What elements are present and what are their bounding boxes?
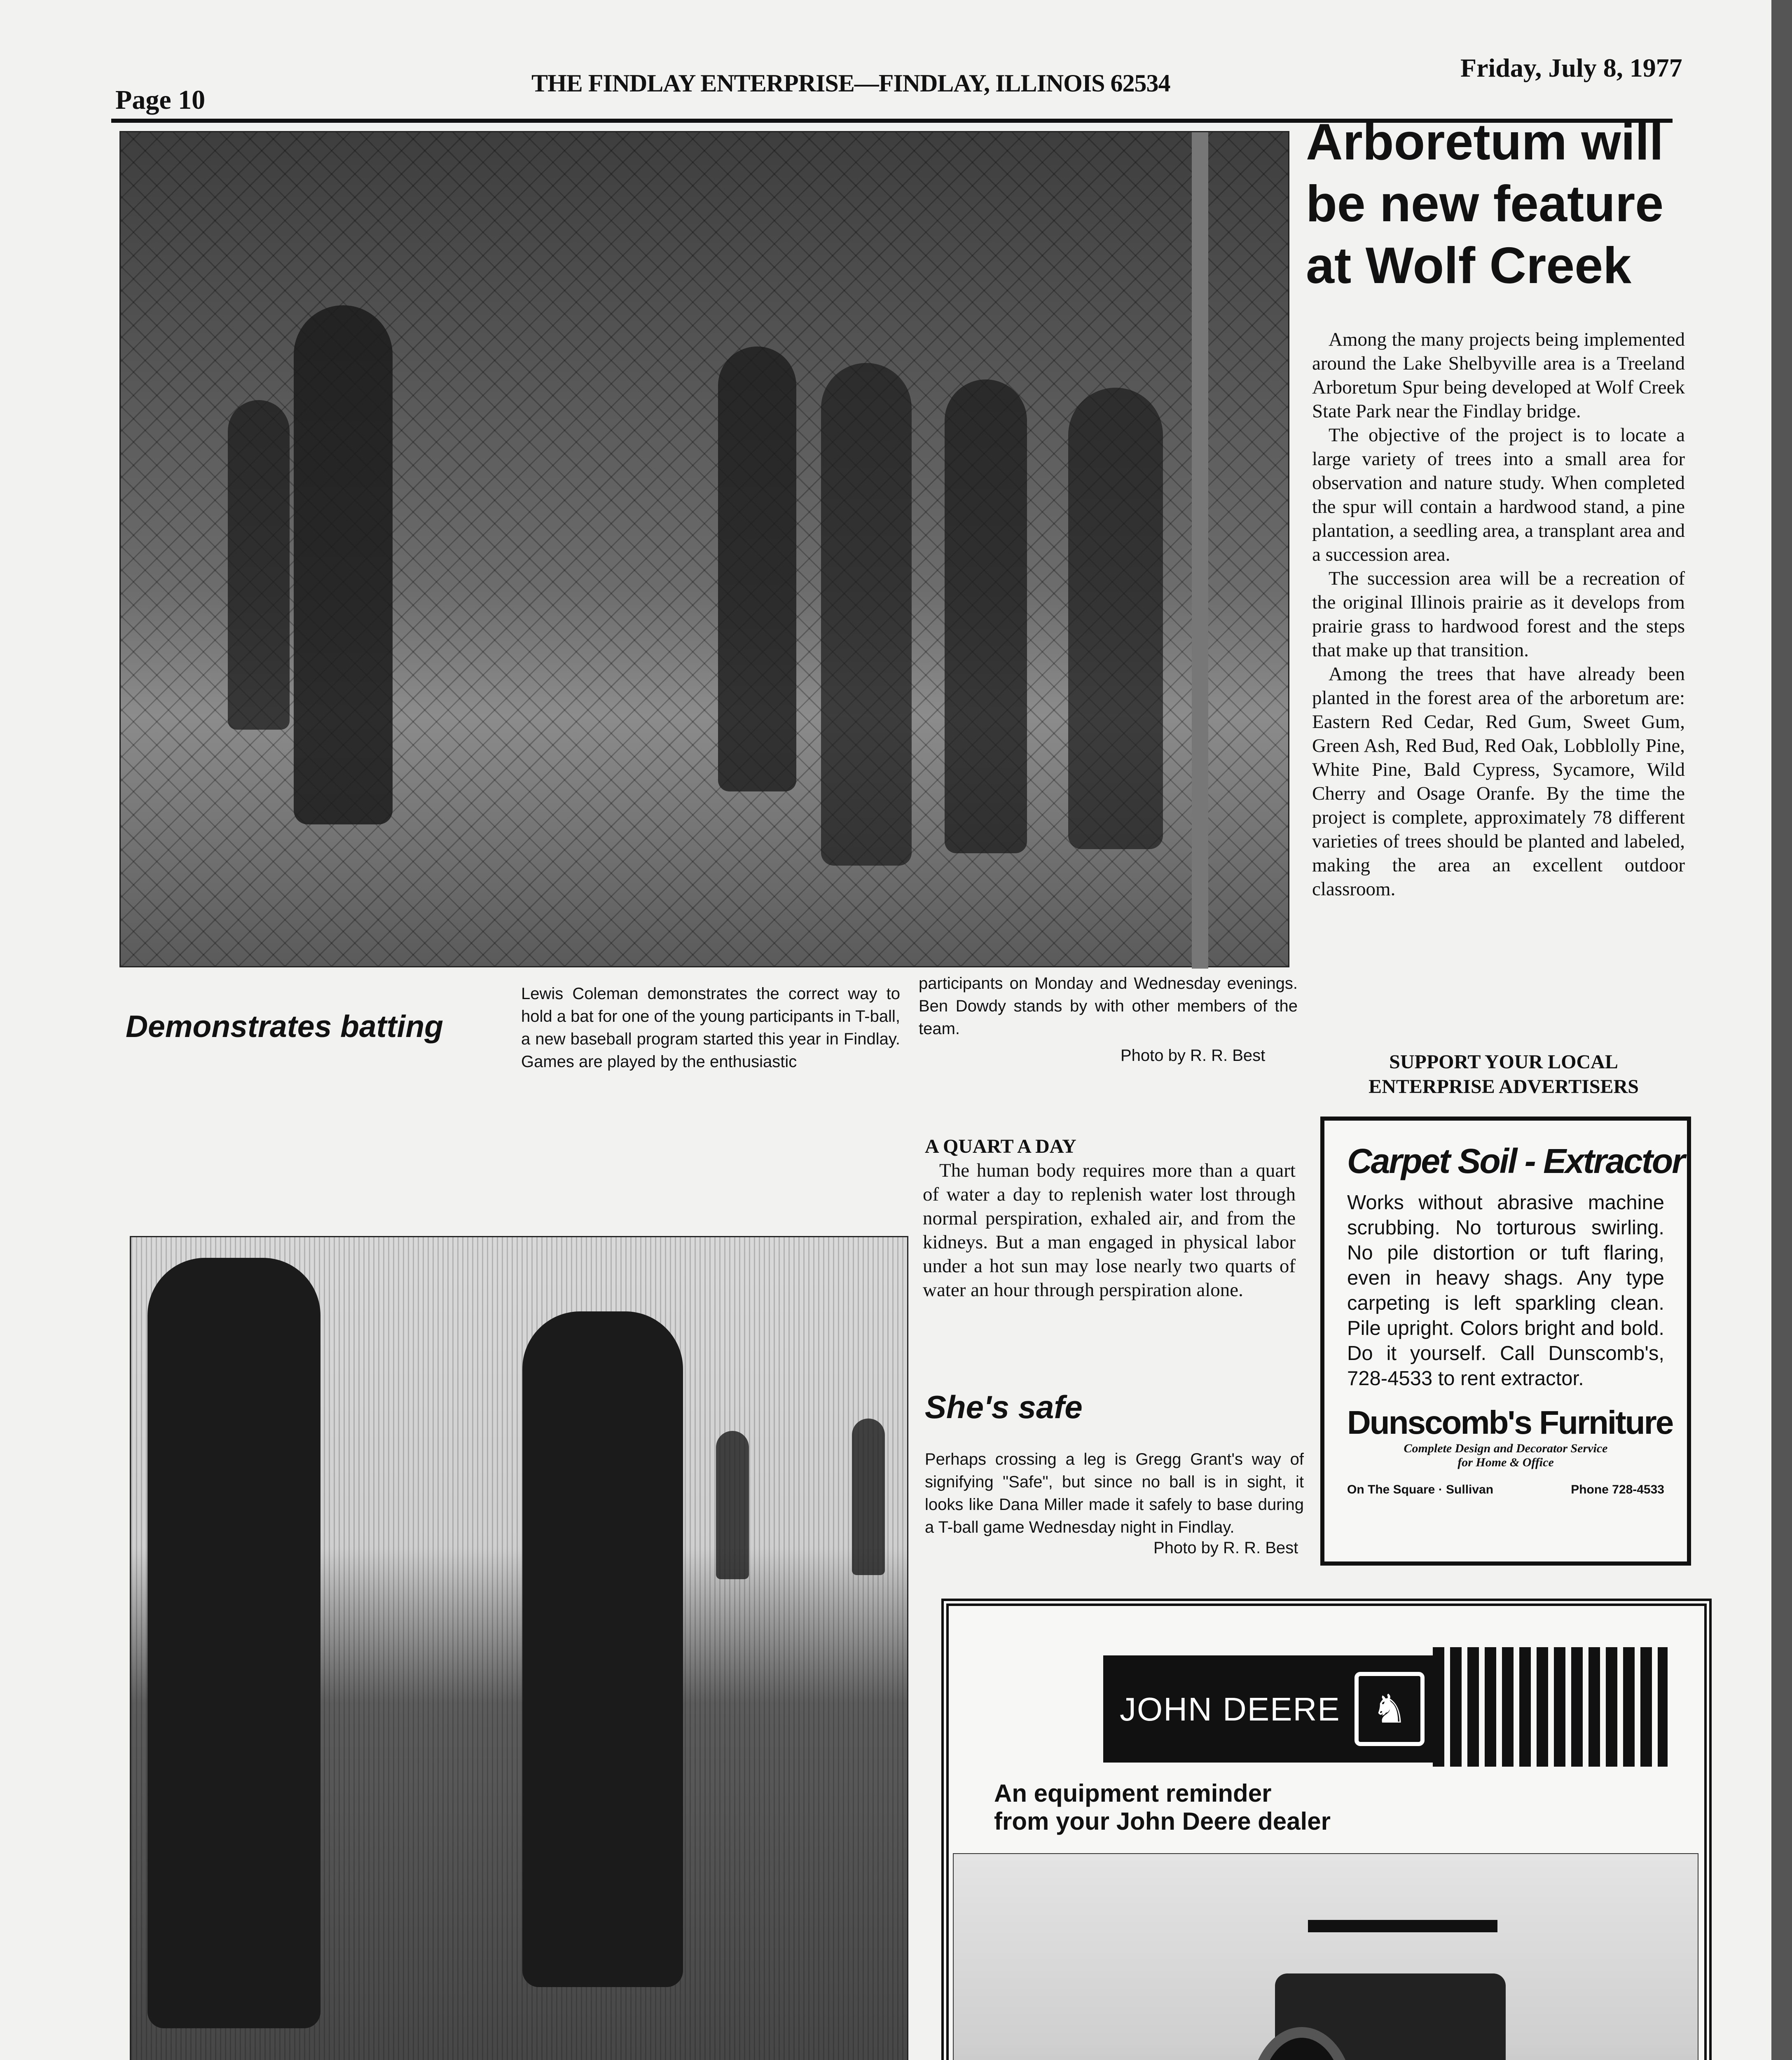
tractor-photo <box>953 1853 1698 2060</box>
carpet-ad <box>1320 1117 1691 1566</box>
john-deere-ad <box>941 1599 1712 2060</box>
article-paragraph: The succession area will be a recreation of the original Illinois prairie as it develops from prairie grass to hardwood forest and the steps that make up that transition. <box>1312 568 1685 661</box>
base-running-photo <box>130 1236 908 2060</box>
right-page-edge <box>1771 0 1792 2060</box>
safe-photo-title: She's safe <box>925 1389 1083 1425</box>
carpet-ad-store: Dunscomb's Furniture <box>1347 1404 1673 1441</box>
article-headline: Arboretum will be new feature at Wolf Creek <box>1306 114 1664 294</box>
batting-photo-credit: Photo by R. R. Best <box>1121 1046 1266 1065</box>
deer-logo-icon: ♞ <box>1355 1672 1425 1746</box>
quart-text <box>923 1159 1296 1302</box>
batting-caption-left: Lewis Coleman demonstrates the correct way to hold a bat for one of the young participants in T-ball, a new baseball program started this year in Findlay. Games are played by the enthusiastic <box>521 985 900 1071</box>
batting-photo-title: Demonstrates batting <box>126 1009 443 1044</box>
issue-date: Friday, July 8, 1977 <box>1460 53 1682 82</box>
quart-title: A QUART A DAY <box>925 1135 1076 1157</box>
article-paragraph: Among the trees that have already been planted in the forest area of the arboretum are: Eastern Red Cedar, Red Gum, Sweet Gum, Green Ash, Red Bud, Red Oak, Lobblolly Pine, White Pine, Bald Cypress, Sycamore, Wild Cherry and Osage Oranfe. By the time the project is complete, approximately 78 different varieties of trees should be planted and labeled, making the area an excellent outdoor classroom. <box>1312 663 1685 900</box>
deere-brand: JOHN DEERE <box>1120 1691 1340 1728</box>
article-paragraph: The objective of the project is to locate a large variety of trees into a small area for observation and nature study. When completed the spur will contain a hardwood stand, a pine plantation, a seedling area, a transplant area and a succession area. <box>1312 424 1685 565</box>
paper-title: THE FINDLAY ENTERPRISE—FINDLAY, ILLINOIS 62534 <box>531 70 1170 97</box>
carpet-ad-title: Carpet Soil - Extractor <box>1347 1142 1684 1180</box>
carpet-ad-tagline1: Complete Design and Decorator Service <box>1404 1442 1608 1455</box>
deere-reminder-line1: An equipment reminder <box>994 1779 1272 1807</box>
deere-brand-bar <box>1103 1643 1668 1767</box>
safe-photo-credit: Photo by R. R. Best <box>1153 1539 1298 1557</box>
support-notice: SUPPORT YOUR LOCAL ENTERPRISE ADVERTISERS <box>1369 1051 1639 1098</box>
batting-photo <box>119 131 1289 967</box>
carpet-ad-location: On The Square · Sullivan <box>1347 1483 1494 1496</box>
quart-paragraph: The human body requires more than a quart of water a day to replenish water lost through normal perspiration, exhaled air, and from the kidneys. But a man engaged in physical labor under a hot sun may lose nearly two quarts of water an hour through perspiration alone. <box>923 1160 1296 1301</box>
page-number: Page 10 <box>115 85 206 115</box>
deere-reminder-line2: from your John Deere dealer <box>994 1807 1331 1835</box>
carpet-ad-tagline2: for Home & Office <box>1457 1456 1554 1469</box>
carpet-ad-phone: Phone 728-4533 <box>1571 1483 1664 1496</box>
batting-caption-right: participants on Monday and Wednesday evenings. Ben Dowdy stands by with other members of the team. <box>919 974 1298 1038</box>
article-body <box>1312 328 1685 901</box>
article-paragraph: Among the many projects being implemented around the Lake Shelbyville area is a Treeland Arboretum Spur being developed at Wolf Creek State Park near the Findlay bridge. <box>1312 329 1685 422</box>
safe-caption: Perhaps crossing a leg is Gregg Grant's way of signifying "Safe", but since no ball is in sight, it looks like Dana Miller made it safely to base during a T-ball game Wednesday night in Findlay. <box>925 1450 1304 1536</box>
deere-stripes <box>1433 1647 1668 1767</box>
carpet-ad-text: Works without abrasive machine scrubbing. No torturous swirling. No pile distortion or tuft flaring, even in heavy shags. Any type carpeting is left sparkling clean. Pile upright. Colors bright and bold. Do it yourself. Call Dunscomb's, 728-4533 to rent extractor. <box>1347 1192 1664 1390</box>
